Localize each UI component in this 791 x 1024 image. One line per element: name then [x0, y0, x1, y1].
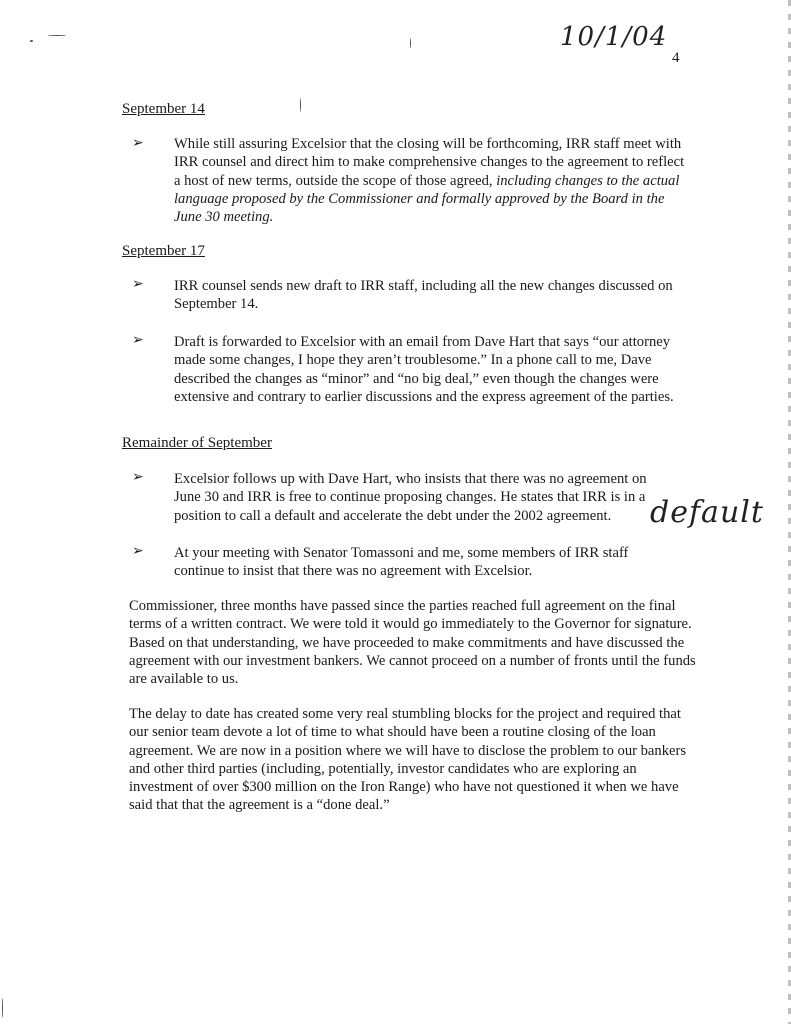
bullet-arrow-icon: ➢ — [132, 333, 144, 348]
bullet-text-italic: including changes to the actual language proposed by the Commissioner and formally approved by the Board in the June 30 meeting. — [174, 172, 680, 226]
handwritten-margin-note: default — [650, 495, 764, 530]
bullet-text — [174, 135, 694, 226]
section-heading-remainder-of-september: Remainder of September — [122, 435, 272, 451]
bullet-arrow-icon: ➢ — [132, 470, 144, 485]
body-paragraph: The delay to date has created some very real stumbling blocks for the project and required that our senior team devote a lot of time to what should have been a routine closing of the loan agreement. We are now in a position where we will have to disclose the problem to our bankers and other third parties (including, potentially, investor candidates who are exploring an investment of over $300 million on the Iron Range) who have not questioned it when we have said that that the agreement is a “done deal.” — [129, 706, 687, 814]
scan-speck — [300, 98, 301, 112]
scan-speck — [2, 998, 3, 1018]
handwritten-date: 10/1/04 — [560, 22, 668, 52]
section-heading-september-14: September 14 — [122, 101, 205, 117]
page-number: 4 — [672, 50, 680, 66]
bullet-text: Excelsior follows up with Dave Hart, who insists that there was no agreement on June 30 and IRR is free to continue proposing changes. He states that IRR is in a position to call a default and accelerate the debt under the 2002 agreement. — [174, 471, 647, 524]
scan-speck — [410, 38, 411, 48]
scan-speck — [30, 40, 33, 42]
bullet-arrow-icon: ➢ — [132, 544, 144, 559]
bullet-text: IRR counsel sends new draft to IRR staff, including all the new changes discussed on September 14. — [174, 278, 673, 313]
bullet-text: At your meeting with Senator Tomassoni and me, some members of IRR staff continue to insist that there was no agreement with Excelsior. — [174, 545, 629, 580]
bullet-text-regular: While still assuring Excelsior that the closing will be forthcoming, IRR staff meet with IRR counsel and direct him to make comprehensive changes to the agreement to reflect a host of new terms, outside the scope of those agreed, — [174, 136, 685, 189]
bullet-arrow-icon: ➢ — [132, 277, 144, 292]
scan-speck — [48, 35, 66, 36]
body-paragraph: Commissioner, three months have passed since the parties reached full agreement on the final terms of a written contract. We were told it would go immediately to the Governor for signature. Based on that understanding, we have proceeded to make commitments and have discussed the agreement with our investment bankers. We cannot proceed on a number of fronts until the funds are available to us. — [129, 598, 696, 688]
section-heading-september-17: September 17 — [122, 243, 205, 259]
bullet-text: Draft is forwarded to Excelsior with an email from Dave Hart that says “our attorney made some changes, I hope they aren’t troublesome.” In a phone call to me, Dave described the changes as “minor” and “no big deal,” even though the changes were extensive and contrary to earlier discussions and the express agreement of the parties. — [174, 334, 674, 405]
bullet-arrow-icon: ➢ — [132, 136, 144, 151]
